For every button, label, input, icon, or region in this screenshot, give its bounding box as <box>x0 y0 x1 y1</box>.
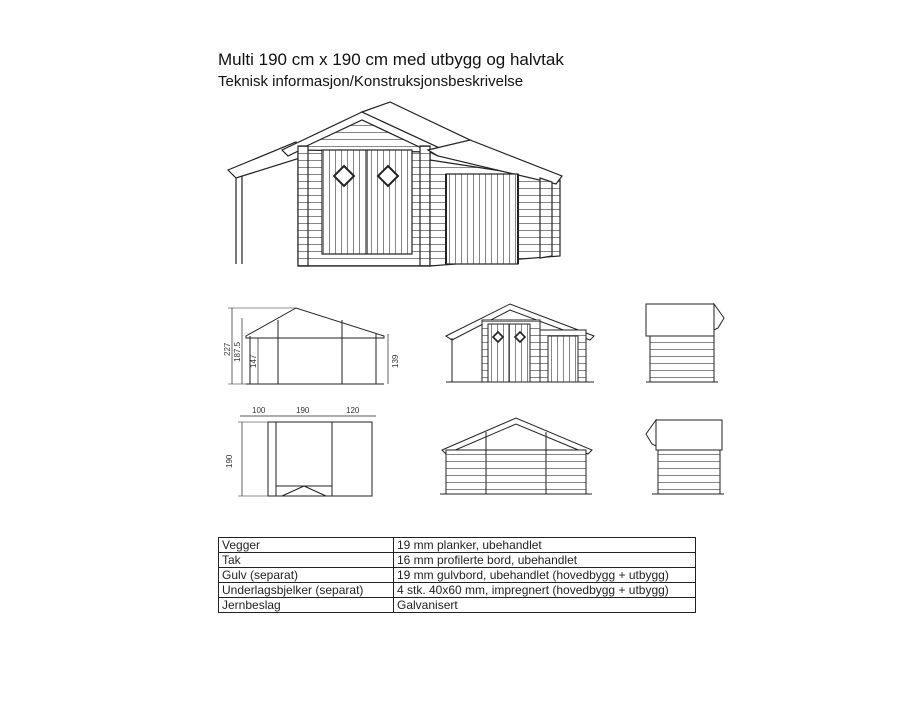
spec-value: 16 mm profilerte bord, ubehandlet <box>394 553 696 568</box>
perspective-drawing <box>228 102 562 266</box>
dim-width-190: 190 <box>296 406 310 415</box>
dim-height-139: 139 <box>391 354 400 368</box>
rear-elevation <box>440 418 592 494</box>
spec-value: Galvanisert <box>394 598 696 613</box>
spec-value: 19 mm gulvbord, ubehandlet (hovedbygg + utbygg) <box>394 568 696 583</box>
left-elevation <box>646 420 724 494</box>
spec-label: Underlagsbjelker (separat) <box>219 583 394 598</box>
spec-table <box>218 537 696 613</box>
spec-label: Tak <box>219 553 394 568</box>
front-elevation <box>446 304 594 382</box>
table-row <box>219 538 696 553</box>
dim-depth-190: 190 <box>225 454 234 468</box>
table-row <box>219 568 696 583</box>
spec-value: 4 stk. 40x60 mm, impregnert (hovedbygg + utbygg) <box>394 583 696 598</box>
table-row <box>219 553 696 568</box>
floor-plan <box>238 416 376 496</box>
dim-width-120: 120 <box>346 406 360 415</box>
right-elevation <box>646 304 724 382</box>
dim-height-227: 227 <box>223 342 232 356</box>
spec-label: Vegger <box>219 538 394 553</box>
page-subtitle: Teknisk informasjon/Konstruksjonsbeskrivelse <box>218 73 524 90</box>
table-row <box>219 598 696 613</box>
spec-label: Gulv (separat) <box>219 568 394 583</box>
dim-height-187: 187.5 <box>233 341 242 362</box>
dim-width-100: 100 <box>252 406 266 415</box>
page-title: Multi 190 cm x 190 cm med utbygg og halvtak <box>218 50 564 69</box>
spec-label: Jernbeslag <box>219 598 394 613</box>
table-row <box>219 583 696 598</box>
dim-height-147: 147 <box>249 354 258 368</box>
side-elevation <box>228 308 388 384</box>
spec-value: 19 mm planker, ubehandlet <box>394 538 696 553</box>
